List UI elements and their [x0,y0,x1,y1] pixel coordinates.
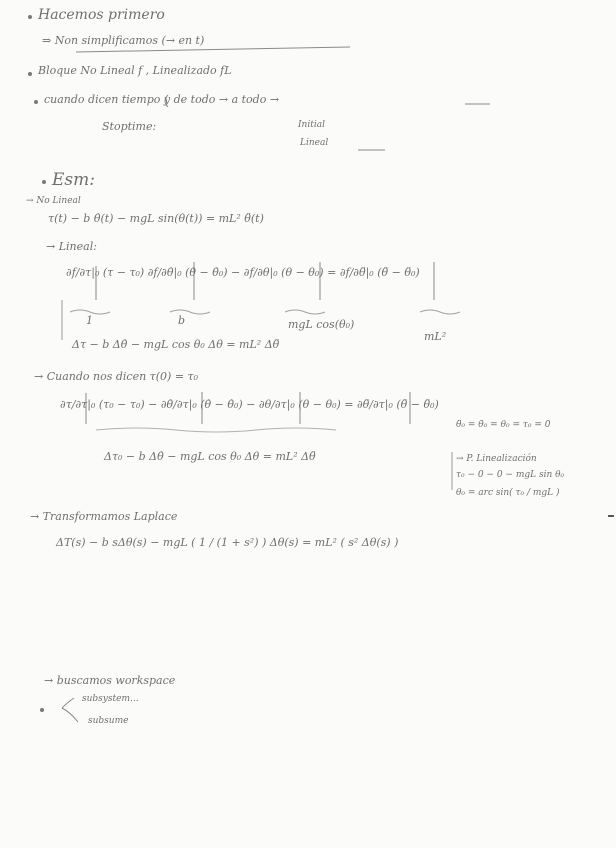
section-esm: Esm: [52,170,95,190]
note-cuando-dicen: cuando dicen tiempo y de todo → a todo → [44,93,280,106]
heading-hacemos: Hacemos primero [38,7,165,23]
equation-nonlinear: τ(t) − b θ̇(t) − mgL sin(θ(t)) = mL² θ̈(t) [48,212,264,225]
note-stoptime: Stoptime: [102,120,157,133]
label-lineal: → Lineal: [46,240,97,253]
side-condition-2: → P. Linealización [456,454,537,464]
partial-value-b: b [178,314,186,327]
equation-second-delta: Δτ₀ − b Δθ̇ − mgL cos θ₀ Δθ = mL² Δθ̈ [104,450,316,463]
bullet [42,180,46,184]
note-no-simplificamos: ⇒ Non simplificamos (→ en t) [42,34,205,47]
equation-partials: ∂f/∂τ|₀ (τ − τ₀) ∂f/∂θ̇|₀ (θ̇ − θ̇₀) − ∂f/∂θ|₀ (θ − θ₀) = ∂f/∂θ̈|₀ (θ̈ − θ̈₀) [66,266,420,279]
note-cuando-nos-dicen: → Cuando nos dicen τ(0) = τ₀ [34,370,199,383]
equation-delta: Δτ − b Δθ̇ − mgL cos θ₀ Δθ = mL² Δθ̈ [72,338,280,351]
subsystem-label: subsystem... [82,694,139,704]
side-condition-3: τ₀ − 0 − 0 − mgL sin θ₀ [456,470,565,480]
note-transformamos-laplace: → Transformamos Laplace [30,510,178,523]
note-buscamos-workspace: → buscamos workspace [44,674,176,687]
partial-value-1: 1 [86,314,93,327]
note-lineal: Lineal [300,138,329,148]
equation-laplace: ΔT(s) − b sΔθ(s) − mgL ( 1 / (1 + s²) ) Δθ(s) = mL² ( s² Δθ(s) ) [56,536,399,549]
subsume-label: subsume [88,716,129,726]
side-condition-1: θ̈₀ = θ̇₀ = θ₀ = τ₀ = 0 [456,420,551,430]
partial-value-mgl: mgL cos(θ₀) [288,318,355,331]
note-bloque-no-lineal: Bloque No Lineal f , Linealizado fL [38,64,232,77]
bullet [34,100,38,104]
bullet [28,15,32,19]
bullet [28,72,32,76]
bullet [40,708,44,712]
equation-second-partials: ∂τ/∂τ|₀ (τ₀ − τ₀) − ∂θ̇/∂τ|₀ (θ̇ − θ̇₀) − ∂θ/∂τ|₀ (θ − θ₀) = ∂θ̈/∂τ|₀ (θ̈ − θ̈₀) [60,398,439,411]
partial-value-ml2: mL² [424,330,447,343]
label-no-lineal: → No Lineal [26,196,81,206]
side-condition-4: θ₀ = arc sin( τ₀ / mgL ) [456,488,560,498]
note-initial: Initial [298,120,325,130]
